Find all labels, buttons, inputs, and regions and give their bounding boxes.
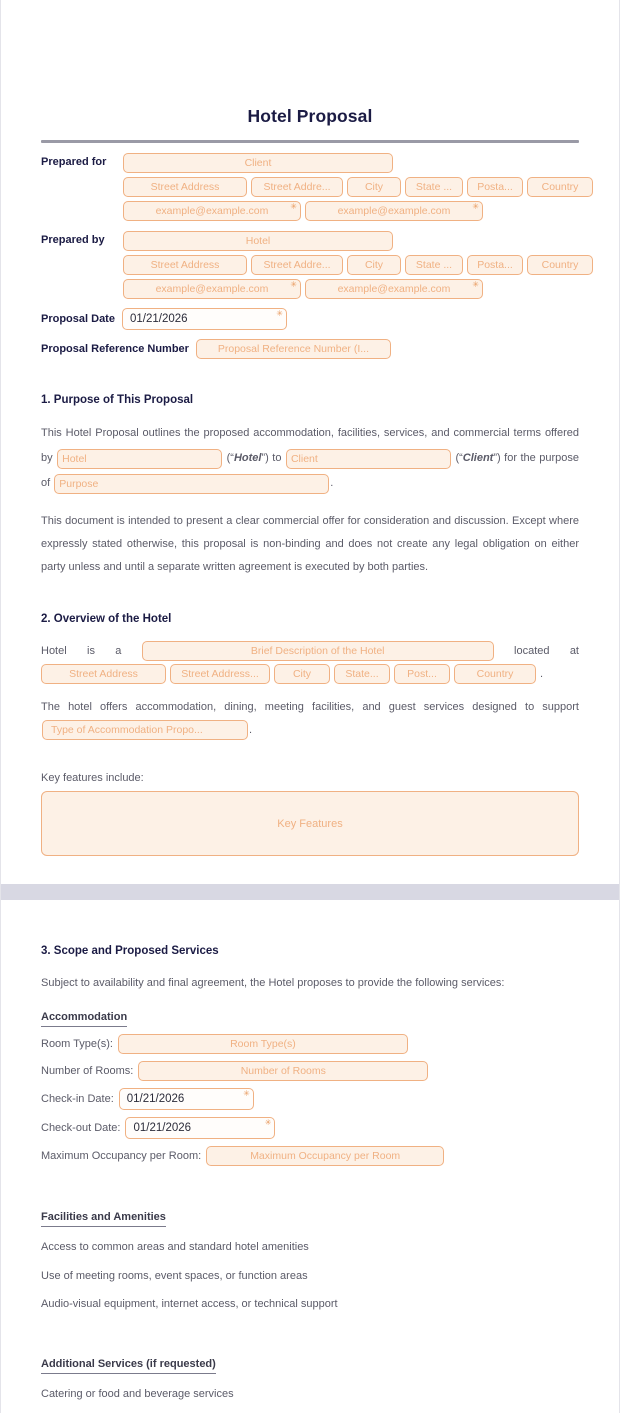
s1-text-b: (“ [226, 452, 234, 465]
s1-text-f: . [330, 477, 334, 490]
page-title: Hotel Proposal [247, 106, 373, 126]
s2-accommodation-type-input[interactable]: Type of Accommodation Propo... [42, 720, 248, 740]
spacer [41, 1166, 579, 1192]
s1-text-a: This Hotel Proposal outlines the proposed accommodation, facilities, services, and commercial terms offered by [41, 427, 579, 465]
s2-period: . [540, 668, 544, 681]
s2-street1-input[interactable]: Street Address [41, 664, 166, 684]
list-item: Use of meeting rooms, event spaces, or function areas [41, 1269, 308, 1282]
s2-country-input[interactable]: Country [454, 664, 536, 684]
hotel-street1-input[interactable]: Street Address [123, 255, 247, 275]
s1-hotel-quoted: Hotel [233, 452, 262, 465]
client-email-input-2[interactable] [305, 201, 483, 221]
client-email-text-1: example@example.com [155, 204, 269, 217]
hotel-country-input[interactable]: Country [527, 255, 593, 275]
proposal-date-input[interactable] [122, 308, 287, 330]
hotel-email-input-2[interactable] [305, 279, 483, 299]
check-in-date-label: Check-in Date: [41, 1092, 114, 1105]
prepared-by-fields [123, 231, 593, 299]
list-item: Catering or food and beverage services [41, 1388, 234, 1401]
s2-state-input[interactable]: State... [334, 664, 390, 684]
check-out-date-input[interactable] [125, 1117, 275, 1139]
s2-word-is: is [87, 645, 95, 658]
check-in-date-row [41, 1088, 579, 1110]
section-2-offers-paragraph [41, 696, 579, 742]
required-star-icon: ✳ [472, 201, 479, 211]
section-3-heading: 3. Scope and Proposed Services [41, 945, 219, 958]
prepared-for-row [41, 153, 579, 221]
proposal-date-row [41, 308, 579, 330]
room-type-label: Room Type(s): [41, 1037, 113, 1050]
prepared-for-fields [123, 153, 593, 221]
hotel-state-input[interactable]: State ... [405, 255, 463, 275]
s2-word-located: located [514, 645, 550, 658]
max-occupancy-input[interactable]: Maximum Occupancy per Room [206, 1146, 444, 1166]
check-out-date-label: Check-out Date: [41, 1121, 121, 1134]
required-star-icon: ✳ [276, 308, 283, 318]
s2-address-row [41, 664, 579, 684]
proposal-reference-row [41, 339, 579, 359]
s2-word-at: at [569, 645, 579, 658]
prepared-by-row [41, 231, 579, 299]
section-2-lead-line [41, 641, 579, 684]
s1-client-quoted: Client [462, 452, 494, 465]
s2-lead-row [41, 641, 579, 661]
s2-word-hotel: Hotel [41, 645, 67, 658]
additional-services-subheading: Additional Services (if requested) [41, 1357, 216, 1374]
hotel-city-input[interactable]: City [347, 255, 401, 275]
section-3-intro: Subject to availability and final agreement, the Hotel proposes to provide the following services: [41, 976, 505, 989]
number-of-rooms-label: Number of Rooms: [41, 1064, 134, 1077]
required-star-icon: ✳ [290, 201, 297, 211]
client-name-input[interactable]: Client [123, 153, 393, 173]
room-type-row [41, 1034, 579, 1054]
s2-offers-period: . [249, 724, 253, 737]
s2-city-input[interactable]: City [274, 664, 330, 684]
hotel-street2-input[interactable]: Street Addre... [251, 255, 343, 275]
title-divider [41, 140, 579, 143]
section-2-heading: 2. Overview of the Hotel [41, 613, 172, 626]
key-features-label: Key features include: [41, 772, 144, 785]
client-country-input[interactable]: Country [527, 177, 593, 197]
client-city-input[interactable]: City [347, 177, 401, 197]
required-star-icon: ✳ [264, 1117, 272, 1127]
s2-word-a: a [115, 645, 122, 658]
client-email-text-2: example@example.com [337, 204, 451, 217]
proposal-date-value: 01/21/2026 [129, 312, 188, 325]
number-of-rooms-input[interactable]: Number of Rooms [138, 1061, 428, 1081]
accommodation-subheading: Accommodation [41, 1010, 127, 1027]
s2-offers-text: The hotel offers accommodation, dining, meeting facilities, and guest services designed to support [41, 701, 579, 714]
prepared-by-label: Prepared by [41, 233, 105, 246]
s1-text-e: ”) for the purpose of [41, 452, 580, 490]
s1-client-input[interactable]: Client [286, 449, 451, 469]
prepared-for-label: Prepared for [41, 155, 107, 168]
required-star-icon: ✳ [472, 279, 479, 289]
proposal-date-label: Proposal Date [41, 312, 115, 325]
section-1-heading: 1. Purpose of This Proposal [41, 393, 194, 406]
client-street1-input[interactable]: Street Address [123, 177, 247, 197]
hotel-email-text-1: example@example.com [155, 282, 269, 295]
number-of-rooms-row [41, 1061, 579, 1081]
required-star-icon: ✳ [243, 1088, 250, 1098]
check-in-date-input[interactable] [119, 1088, 254, 1110]
s1-text-c: ”) to [261, 452, 282, 465]
client-email-input-1[interactable] [123, 201, 301, 221]
hotel-name-input[interactable]: Hotel [123, 231, 393, 251]
required-star-icon: ✳ [290, 279, 297, 289]
facilities-subheading: Facilities and Amenities [41, 1210, 166, 1227]
s2-street2-input[interactable]: Street Address... [170, 664, 270, 684]
hotel-email-input-1[interactable] [123, 279, 301, 299]
s1-text-d: (“ [455, 452, 463, 465]
list-item: Audio-visual equipment, internet access, or technical support [41, 1298, 338, 1311]
section-1-paragraph-1 [41, 421, 579, 496]
proposal-reference-input[interactable]: Proposal Reference Number (I... [196, 339, 391, 359]
hotel-postal-input[interactable]: Posta... [467, 255, 523, 275]
s2-brief-description-input[interactable]: Brief Description of the Hotel [142, 641, 494, 661]
check-out-date-row [41, 1117, 579, 1139]
max-occupancy-label: Maximum Occupancy per Room: [41, 1149, 202, 1162]
room-type-input[interactable]: Room Type(s) [118, 1034, 408, 1054]
page-break-separator [0, 884, 620, 900]
client-state-input[interactable]: State ... [405, 177, 463, 197]
hotel-email-text-2: example@example.com [337, 282, 451, 295]
proposal-reference-label: Proposal Reference Number [41, 342, 189, 355]
key-features-placeholder: Key Features [277, 817, 343, 830]
s2-postal-input[interactable]: Post... [394, 664, 450, 684]
s1-hotel-input[interactable]: Hotel [57, 449, 222, 469]
check-out-date-value: 01/21/2026 [133, 1121, 192, 1134]
document-page-2 [0, 900, 620, 1413]
client-street2-input[interactable]: Street Addre... [251, 177, 343, 197]
list-item: Access to common areas and standard hotel amenities [41, 1240, 309, 1253]
check-in-date-value: 01/21/2026 [126, 1092, 185, 1105]
client-postal-input[interactable]: Posta... [467, 177, 523, 197]
section-1-paragraph-2: This document is intended to present a clear commercial offer for consideration and discussion. Except where expressly stated otherwise, this proposal is non-binding and does not create any legal obligation on either party unless and until a separate written agreement is executed by both parties. [41, 515, 579, 573]
max-occupancy-row [41, 1146, 579, 1166]
s1-purpose-input[interactable]: Purpose [54, 474, 329, 494]
key-features-textarea[interactable] [41, 791, 579, 856]
spacer [41, 1313, 579, 1339]
